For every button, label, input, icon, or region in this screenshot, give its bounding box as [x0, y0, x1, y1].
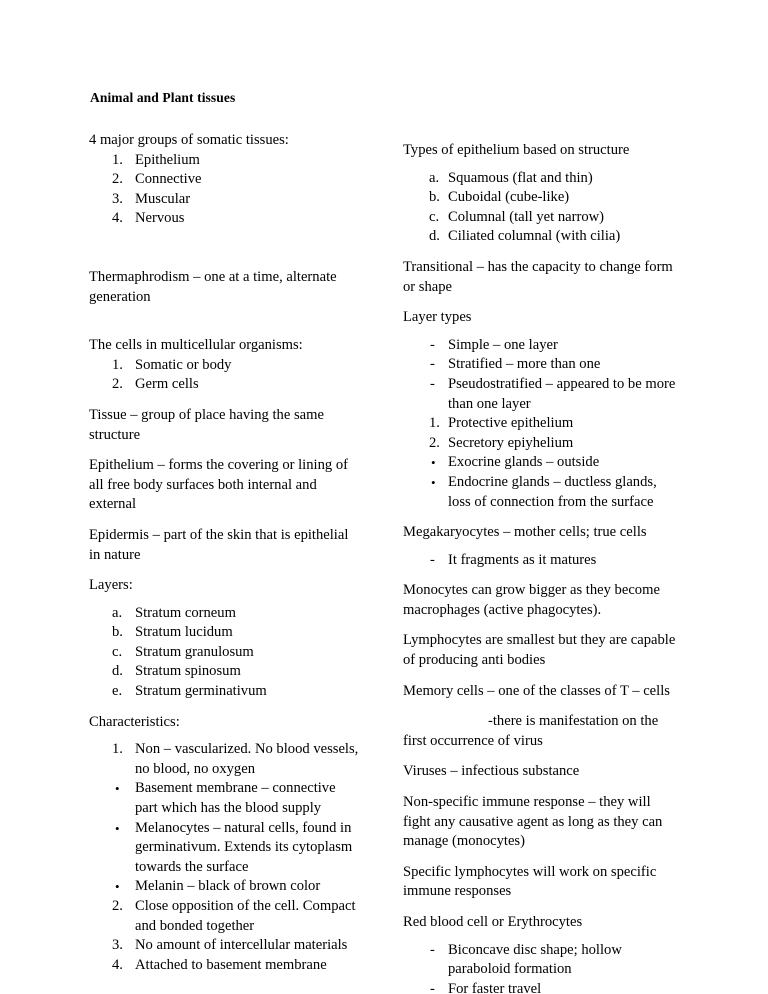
list-item [89, 209, 361, 229]
list-item [403, 336, 678, 356]
manifestation-note: -there is manifestation on the first occurrence of virus [403, 713, 659, 749]
list-item-label: Cuboidal (cube-like) [448, 189, 570, 206]
specific-immune-definition: Specific lymphocytes will work on specific immune responses [403, 863, 657, 900]
dash-icon: - [430, 375, 435, 392]
megakaryocytes-definition: Megakaryocytes – mother cells; true cells [403, 524, 647, 541]
paragraph-spacer [89, 240, 361, 268]
epithelium-types-list [403, 169, 678, 247]
list-item [403, 188, 678, 208]
epithelium-definition: Epithelium – forms the covering or lining of all free body surfaces both internal and external [89, 457, 348, 513]
list-item [403, 414, 678, 434]
list-item-label: Close opposition of the cell. Compact and bonded together [135, 898, 356, 934]
list-marker: 3. [112, 937, 123, 954]
paragraph-spacer [403, 161, 678, 169]
skin-layers-list [89, 604, 361, 702]
list-item-label: Pseudostratified – appeared to be more than one layer [448, 375, 676, 412]
list-item-label: Stratum corneum [135, 604, 236, 621]
list-item [89, 897, 361, 936]
list-marker: 4. [112, 210, 123, 227]
list-item [403, 453, 678, 473]
list-item [89, 740, 361, 779]
list-item [89, 623, 361, 643]
list-marker: d. [429, 228, 440, 245]
list-item [403, 434, 678, 454]
list-item [89, 356, 361, 376]
bullet-icon: • [431, 455, 436, 471]
dash-icon: - [430, 980, 435, 994]
list-marker: c. [112, 643, 123, 660]
list-item-label: Stratum spinosum [135, 663, 241, 680]
list-item-label: Epithelium [135, 151, 200, 168]
list-item [89, 662, 361, 682]
page-title: Animal and Plant tissues [90, 90, 236, 105]
list-item-label: Secretory epiyhelium [448, 434, 574, 451]
list-item [89, 936, 361, 956]
dash-icon: - [430, 356, 435, 373]
paragraph-spacer [89, 318, 361, 336]
list-item-label: No amount of intercellular materials [135, 937, 348, 954]
list-marker: 1. [112, 356, 123, 373]
list-marker: 4. [112, 956, 123, 973]
list-item [89, 877, 361, 897]
list-item-label: Melanin – black of brown color [135, 878, 321, 895]
list-item [403, 355, 678, 375]
bullet-icon: • [115, 781, 120, 797]
list-item-label: Stratum lucidum [135, 624, 233, 641]
thermaphrodism-paragraph: Thermaphrodism – one at a time, alternate generation [89, 268, 337, 305]
monocytes-definition: Monocytes can grow bigger as they become macrophages (active phagocytes). [403, 582, 660, 618]
list-item-label: Germ cells [135, 376, 199, 393]
megakaryocytes-notes-list [403, 551, 678, 571]
list-marker: 3. [112, 190, 123, 207]
list-item-label: Attached to basement membrane [135, 956, 327, 973]
list-marker: 1. [112, 741, 123, 758]
list-marker: a. [112, 604, 123, 621]
list-marker: 1. [112, 151, 123, 168]
list-item-label: Biconcave disc shape; hollow paraboloid formation [448, 941, 622, 978]
memory-cells-definition: Memory cells – one of the classes of T – cells [403, 682, 670, 699]
list-item-label: Melanocytes – natural cells, found in germinativum. Extends its cytoplasm towards the surface [135, 819, 353, 875]
list-item-label: Protective epithelium [448, 415, 574, 432]
list-item [89, 819, 361, 878]
list-item [403, 169, 678, 189]
list-marker: e. [112, 683, 123, 700]
layer-types-list [403, 336, 678, 512]
list-item-label: Somatic or body [135, 356, 232, 373]
list-marker: c. [429, 208, 440, 225]
list-marker: 1. [429, 415, 440, 432]
list-item [89, 643, 361, 663]
layers-heading: Layers: [89, 577, 133, 594]
somatic-tissues-heading: 4 major groups of somatic tissues: [89, 132, 289, 148]
cell-types-list [89, 356, 361, 395]
epithelium-types-heading: Types of epithelium based on structure [403, 142, 630, 158]
list-item-label: Endocrine glands – ductless glands, loss of connection from the surface [448, 473, 657, 510]
list-marker: b. [429, 189, 440, 206]
list-item-label: Simple – one layer [448, 336, 558, 353]
paragraph-spacer [89, 732, 361, 740]
list-marker: 2. [429, 434, 440, 451]
list-item [403, 473, 678, 512]
list-item [89, 170, 361, 190]
paragraph-spacer [403, 933, 678, 941]
list-item [89, 190, 361, 210]
lymphocytes-definition: Lymphocytes are smallest but they are capable of producing anti bodies [403, 632, 676, 669]
tissue-definition: Tissue – group of place having the same structure [89, 406, 324, 443]
viruses-definition: Viruses – infectious substance [403, 763, 580, 780]
list-item [89, 682, 361, 702]
list-marker: d. [112, 663, 123, 680]
paragraph-spacer [403, 328, 678, 336]
transitional-definition: Transitional – has the capacity to change form or shape [403, 258, 673, 295]
bullet-icon: • [115, 820, 120, 836]
list-marker: 2. [112, 171, 123, 188]
list-item [403, 980, 678, 994]
left-column [89, 131, 361, 986]
list-item-label: Muscular [135, 190, 191, 207]
list-marker: b. [112, 624, 123, 641]
paragraph-spacer [403, 543, 678, 551]
dash-icon: - [430, 336, 435, 353]
list-item-label: Non – vascularized. No blood vessels, no blood, no oxygen [135, 741, 359, 777]
red-blood-cell-notes-list [403, 941, 678, 994]
right-column [403, 141, 678, 994]
list-item-label: Stratum granulosum [135, 643, 254, 660]
dash-icon: - [430, 941, 435, 958]
characteristics-heading: Characteristics: [89, 713, 180, 730]
list-item [403, 941, 678, 980]
red-blood-cell-heading: Red blood cell or Erythrocytes [403, 914, 583, 930]
list-item-label: It fragments as it matures [448, 551, 597, 568]
list-marker: 2. [112, 376, 123, 393]
list-item-label: Columnal (tall yet narrow) [448, 208, 605, 225]
list-item [89, 779, 361, 818]
list-item-label: Exocrine glands – outside [448, 454, 600, 471]
list-item [403, 208, 678, 228]
epidermis-definition: Epidermis – part of the skin that is epithelial in nature [89, 526, 349, 563]
list-item-label: For faster travel [448, 980, 542, 994]
bullet-icon: • [115, 879, 120, 895]
list-item [89, 151, 361, 171]
multicellular-cells-heading: The cells in multicellular organisms: [89, 337, 303, 354]
list-item [89, 375, 361, 395]
list-item-label: Nervous [135, 210, 185, 227]
list-item-label: Stratum germinativum [135, 683, 267, 700]
list-item-label: Squamous (flat and thin) [448, 169, 593, 186]
list-item-label: Stratified – more than one [448, 356, 601, 373]
major-groups-list [89, 151, 361, 229]
list-marker: a. [429, 169, 440, 186]
paragraph-spacer [89, 596, 361, 604]
bullet-icon: • [431, 474, 436, 490]
list-item [89, 604, 361, 624]
list-item [403, 227, 678, 247]
list-marker: 2. [112, 898, 123, 914]
list-item [403, 375, 678, 414]
list-item-label: Ciliated columnal (with cilia) [448, 228, 621, 245]
list-item [89, 956, 361, 976]
nonspecific-immune-definition: Non-specific immune response – they will fight any causative agent as long as they can manage (monocytes) [403, 794, 663, 850]
list-item-label: Basement membrane – connective part which has the blood supply [135, 780, 336, 817]
layer-types-heading: Layer types [403, 309, 472, 326]
list-item [403, 551, 678, 571]
characteristics-list [89, 740, 361, 975]
list-item-label: Connective [135, 171, 202, 188]
dash-icon: - [430, 551, 435, 568]
